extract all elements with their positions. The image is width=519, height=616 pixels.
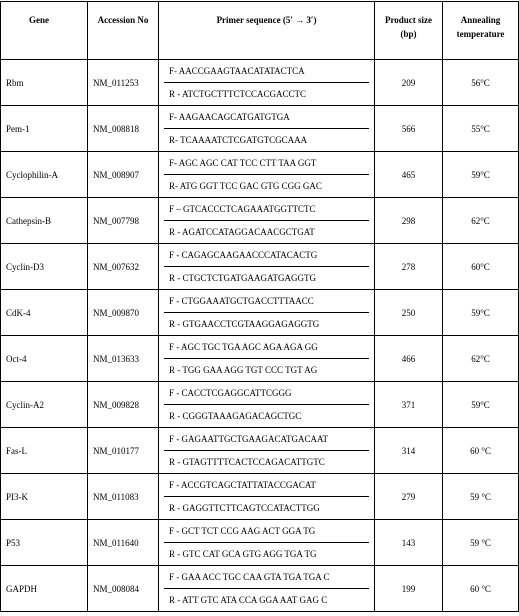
reverse-primer: R - CTGCTCTGATGAAGATGAGGTG — [169, 273, 316, 283]
header-size-line1: Product size — [384, 15, 433, 25]
gene-cell: Fas-L — [1, 428, 88, 474]
forward-primer: F - GAGAATTGCTGAAGACATGACAAT — [164, 428, 369, 451]
product-size-cell: 199 — [375, 566, 443, 612]
annealing-temp-cell: 59°C — [443, 290, 519, 336]
primer-table — [0, 1, 519, 612]
annealing-temp-cell: 62°C — [443, 336, 519, 382]
primer-cell — [159, 106, 375, 152]
accession-cell: NM_011640 — [88, 520, 159, 566]
accession-cell: NM_009828 — [88, 382, 159, 428]
table-row — [1, 60, 519, 106]
accession-cell: NM_009870 — [88, 290, 159, 336]
table-row — [1, 106, 519, 152]
annealing-temp-cell: 60 °C — [443, 428, 519, 474]
product-size-cell: 250 — [375, 290, 443, 336]
reverse-primer: R - ATT GTC ATA CCA GGA AAT GAG C — [169, 595, 328, 605]
product-size-cell: 465 — [375, 152, 443, 198]
primer-cell — [159, 244, 375, 290]
forward-primer: F – GTCACCCTCAGAAATGGTTCTC — [164, 198, 369, 221]
product-size-cell: 466 — [375, 336, 443, 382]
primer-cell — [159, 60, 375, 106]
header-gene: Gene — [1, 2, 88, 60]
forward-primer: F - AGC TGC TGA AGC AGA AGA GG — [164, 336, 369, 359]
forward-primer: F- AAGAACAGCATGATGTGA — [164, 106, 369, 129]
table-row — [1, 198, 519, 244]
forward-primer: F- AACCGAAGTAACATATACTCA — [164, 60, 369, 83]
gene-cell: Cyclin-D3 — [1, 244, 88, 290]
gene-cell: Cyclin-A2 — [1, 382, 88, 428]
gene-cell: PI3-K — [1, 474, 88, 520]
reverse-primer: R - TGG GAA AGG TGT CCC TGT AG — [169, 365, 318, 375]
forward-primer: F - ACCGTCAGCTATTATACCGACAT — [164, 474, 369, 497]
annealing-temp-cell: 59 °C — [443, 474, 519, 520]
table-row — [1, 428, 519, 474]
annealing-temp-cell: 56°C — [443, 60, 519, 106]
table-body — [1, 60, 519, 612]
forward-primer: F - CTGGAAATGCTGACCTTTAACC — [164, 290, 369, 313]
primer-cell — [159, 290, 375, 336]
product-size-cell: 209 — [375, 60, 443, 106]
gene-cell: Cathepsin-B — [1, 198, 88, 244]
header-temp-line2: temperature — [456, 29, 505, 39]
reverse-primer: R - GAGGTTCTTCAGTCCATACTTGG — [169, 503, 320, 513]
annealing-temp-cell: 60°C — [443, 244, 519, 290]
gene-cell: Rbm — [1, 60, 88, 106]
header-row — [1, 2, 519, 60]
accession-cell: NM_010177 — [88, 428, 159, 474]
reverse-primer: R- TCAAAATCTCGATGTCGCAAA — [169, 135, 308, 145]
header-annealing-temperature — [443, 2, 519, 60]
primer-cell — [159, 474, 375, 520]
product-size-cell: 566 — [375, 106, 443, 152]
primer-cell — [159, 382, 375, 428]
primer-cell — [159, 198, 375, 244]
annealing-temp-cell: 62°C — [443, 198, 519, 244]
gene-cell: Cyclophilin-A — [1, 152, 88, 198]
primer-cell — [159, 566, 375, 612]
gene-cell: P53 — [1, 520, 88, 566]
table-row — [1, 152, 519, 198]
accession-cell: NM_011253 — [88, 60, 159, 106]
table-row — [1, 520, 519, 566]
header-size-line2: (bp) — [400, 29, 417, 39]
reverse-primer: R - AGATCCATAGGACAACGCTGAT — [169, 227, 315, 237]
accession-cell: NM_013633 — [88, 336, 159, 382]
reverse-primer: R - ATCTGCTTTCTCCACGACCTC — [169, 89, 307, 99]
table-row — [1, 566, 519, 612]
accession-cell: NM_007798 — [88, 198, 159, 244]
annealing-temp-cell: 55°C — [443, 106, 519, 152]
forward-primer: F - CAGAGCAAGAACCCATACACTG — [164, 244, 369, 267]
annealing-temp-cell: 59 °C — [443, 520, 519, 566]
annealing-temp-cell: 60 °C — [443, 566, 519, 612]
primer-cell — [159, 428, 375, 474]
forward-primer: F - CACCTCGAGGCATTCGGG — [164, 382, 369, 405]
product-size-cell: 298 — [375, 198, 443, 244]
table-row — [1, 474, 519, 520]
product-size-cell: 278 — [375, 244, 443, 290]
forward-primer: F- AGC AGC CAT TCC CTT TAA GGT — [164, 152, 369, 175]
gene-cell: CdK-4 — [1, 290, 88, 336]
header-accession: Accession No — [88, 2, 159, 60]
primer-cell — [159, 336, 375, 382]
annealing-temp-cell: 59°C — [443, 382, 519, 428]
header-temp-line1: Annealing — [460, 15, 501, 25]
reverse-primer: R- ATG GGT TCC GAC GTG CGG GAC — [169, 181, 322, 191]
accession-cell: NM_011083 — [88, 474, 159, 520]
header-primer-sequence — [159, 2, 375, 60]
forward-primer: F - GCT TCT CCG AAG ACT GGA TG — [164, 520, 369, 543]
table-row — [1, 336, 519, 382]
reverse-primer: R - GTC CAT GCA GTG AGG TGA TG — [169, 549, 317, 559]
product-size-cell: 314 — [375, 428, 443, 474]
table-row — [1, 244, 519, 290]
table-row — [1, 382, 519, 428]
gene-cell: Pem-1 — [1, 106, 88, 152]
reverse-primer: R - CGGGTAAAGAGACAGCTGC — [169, 411, 302, 421]
accession-cell: NM_008818 — [88, 106, 159, 152]
accession-cell: NM_008907 — [88, 152, 159, 198]
gene-cell: Oct-4 — [1, 336, 88, 382]
primer-cell — [159, 152, 375, 198]
header-product-size — [375, 2, 443, 60]
primer-cell — [159, 520, 375, 566]
arrow-right-icon: → — [295, 15, 305, 25]
reverse-primer: R - GTGAACCTCGTAAGGAGAGGTG — [169, 319, 320, 329]
accession-cell: NM_008084 — [88, 566, 159, 612]
product-size-cell: 279 — [375, 474, 443, 520]
table-row — [1, 290, 519, 336]
reverse-primer: R - GTAGTTTTCACTCCAGACATTGTC — [169, 457, 325, 467]
product-size-cell: 143 — [375, 520, 443, 566]
gene-cell: GAPDH — [1, 566, 88, 612]
accession-cell: NM_007632 — [88, 244, 159, 290]
header-primer-prefix: Primer sequence (5′ — [216, 15, 296, 25]
annealing-temp-cell: 59°C — [443, 152, 519, 198]
product-size-cell: 371 — [375, 382, 443, 428]
header-primer-suffix: 3′) — [304, 15, 317, 25]
forward-primer: F - GAA ACC TGC CAA GTA TGA TGA C — [164, 566, 369, 589]
